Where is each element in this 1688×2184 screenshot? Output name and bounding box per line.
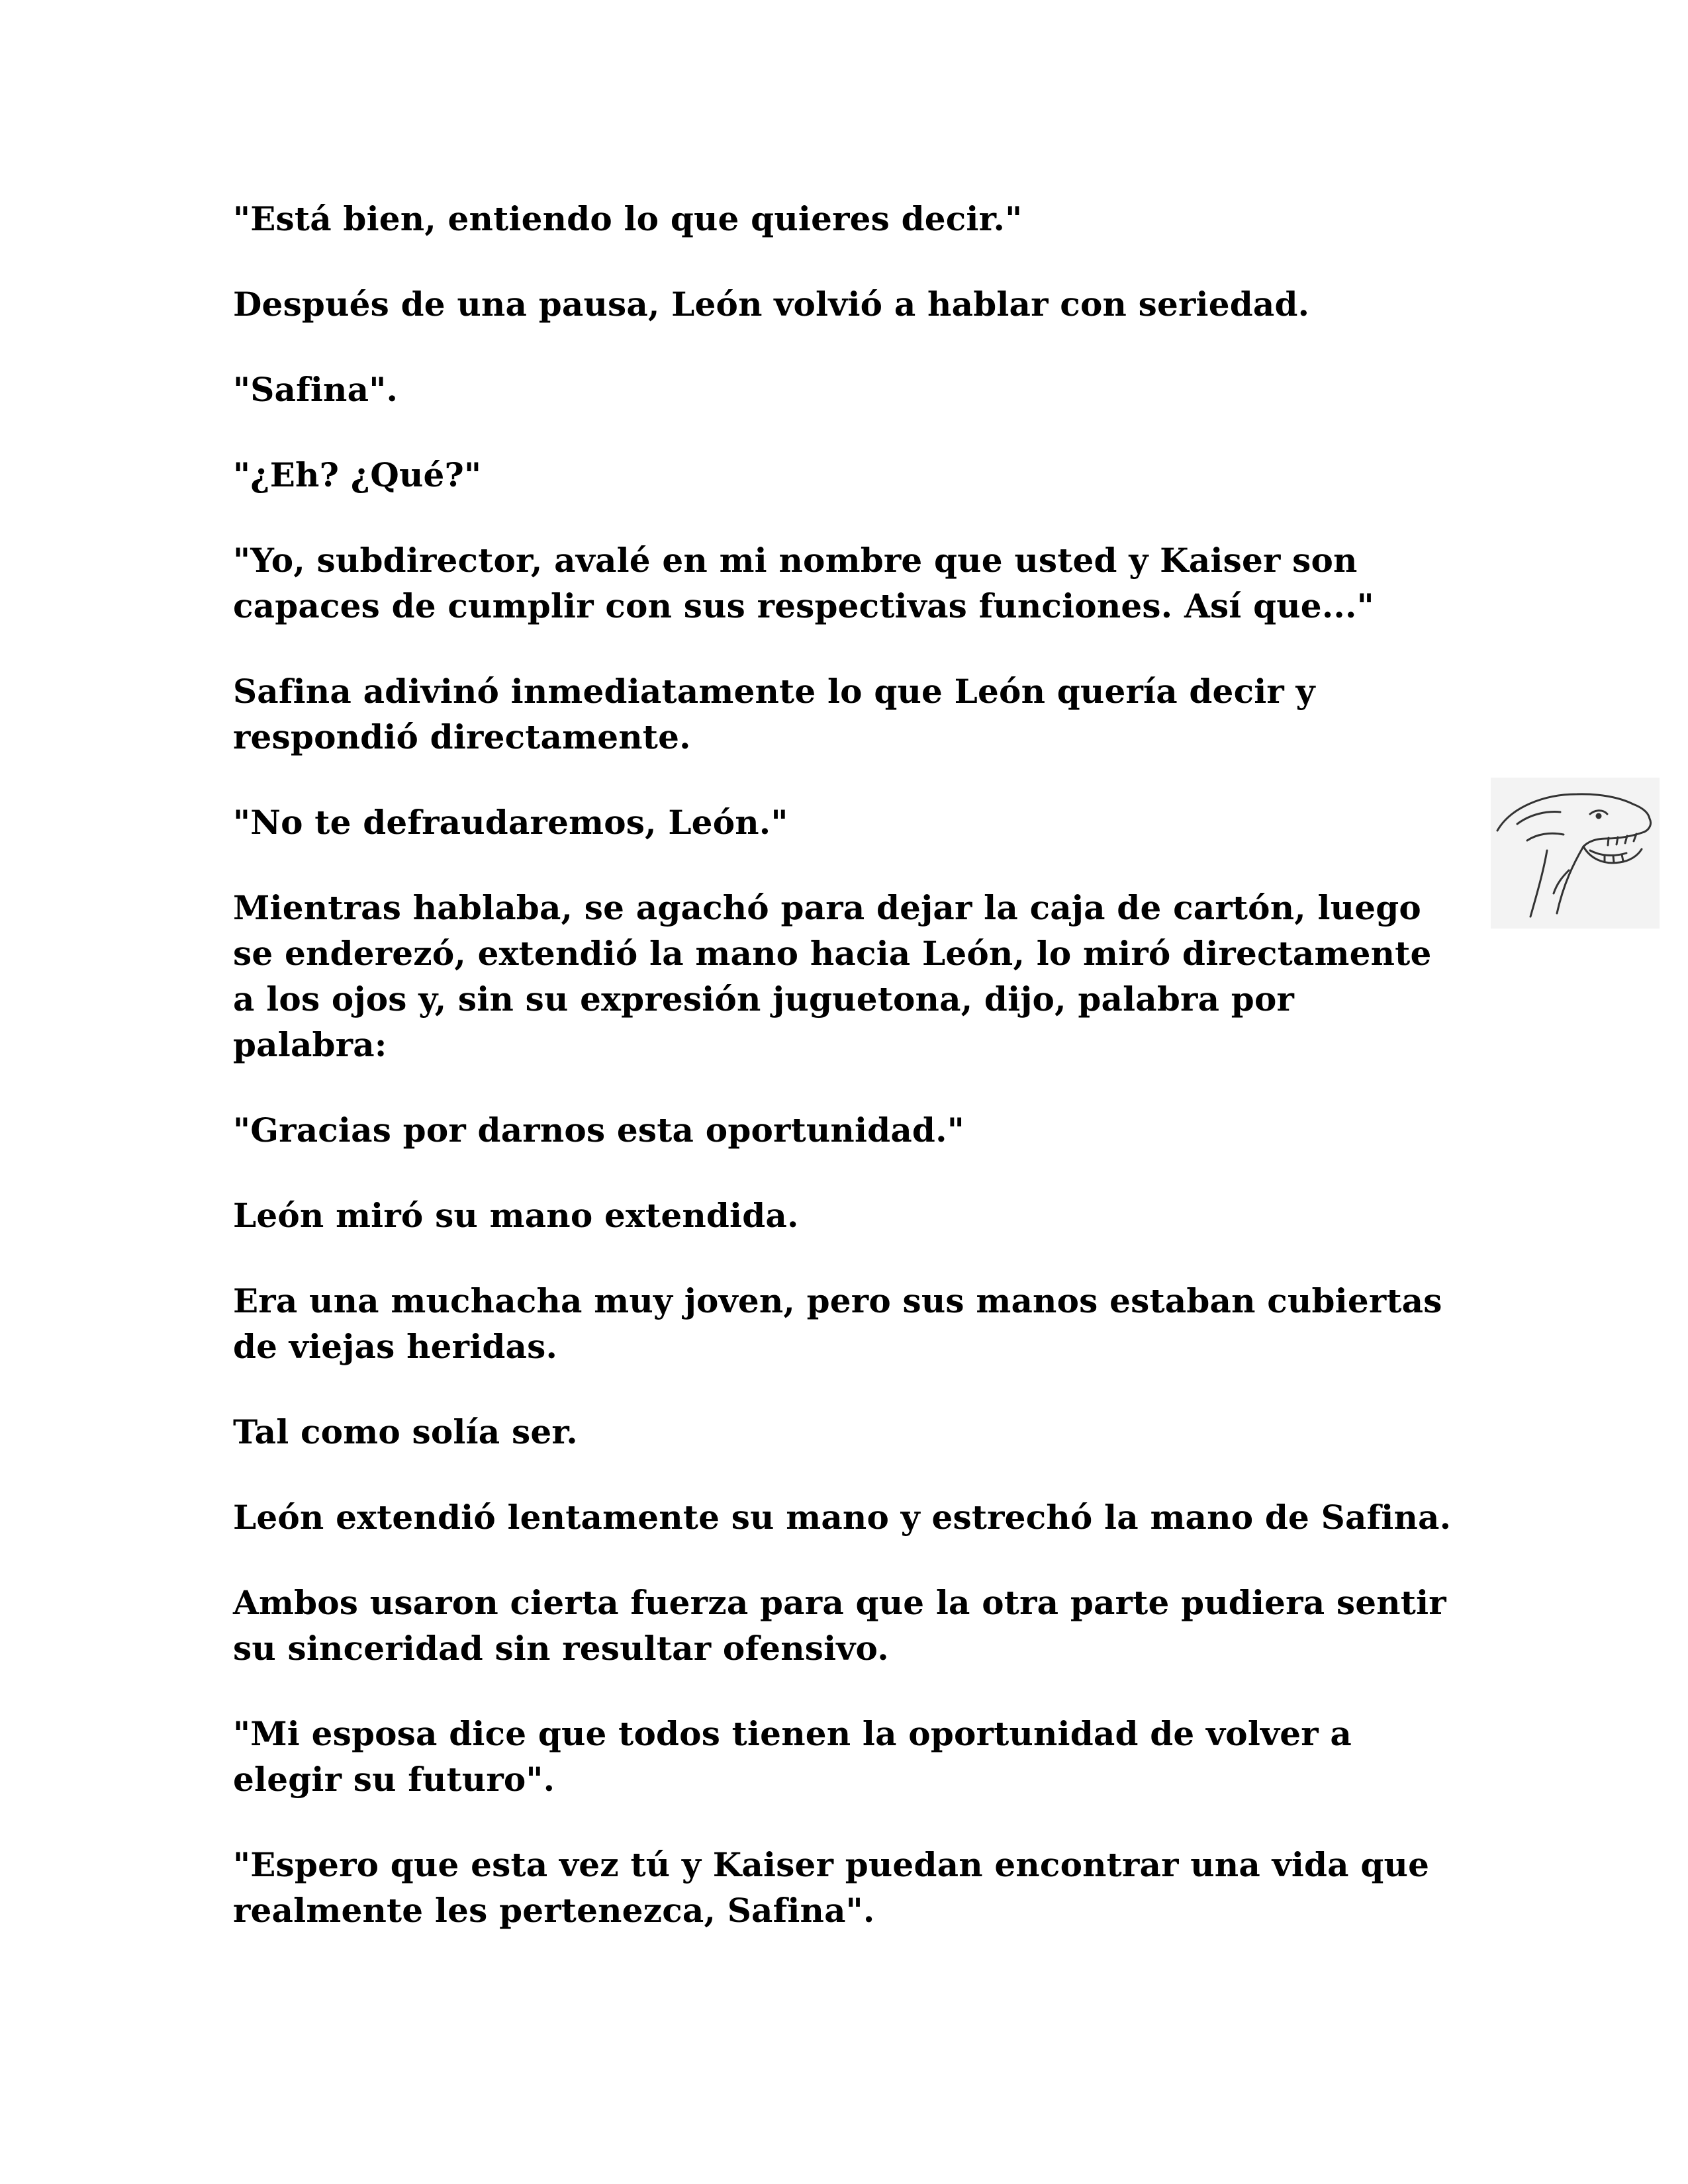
paragraph: Safina adivinó inmediatamente lo que León quería decir y respondió directamente. bbox=[233, 672, 1315, 756]
paragraph: "No te defraudaremos, León." bbox=[233, 803, 788, 842]
paragraph: "Mi esposa dice que todos tienen la oportunidad de volver a elegir su futuro". bbox=[233, 1714, 1352, 1799]
paragraph: Después de una pausa, León volvió a hablar con seriedad. bbox=[233, 285, 1310, 324]
paragraph: "Safina". bbox=[233, 370, 399, 409]
paragraph: Mientras hablaba, se agachó para dejar la caja de cartón, luego se enderezó, extendió la mano hacia León, lo miró directamente a los ojos y, sin su expresión juguetona, dijo, palabra por palabra: bbox=[233, 888, 1432, 1064]
paragraph: León miró su mano extendida. bbox=[233, 1196, 799, 1235]
paragraph: "Espero que esta vez tú y Kaiser puedan encontrar una vida que realmente les pertenezca, Safina". bbox=[233, 1845, 1430, 1930]
paragraph: León extendió lentamente su mano y estrechó la mano de Safina. bbox=[233, 1498, 1452, 1537]
text-column bbox=[233, 196, 1458, 1973]
paragraph: Era una muchacha muy joven, pero sus manos estaban cubiertas de viejas heridas. bbox=[233, 1281, 1442, 1366]
paragraph: "Gracias por darnos esta oportunidad." bbox=[233, 1111, 964, 1150]
paragraph: "Yo, subdirector, avalé en mi nombre que usted y Kaiser son capaces de cumplir con sus respectivas funciones. Así que..." bbox=[233, 541, 1374, 625]
paragraph: "Está bien, entiendo lo que quieres decir." bbox=[233, 199, 1023, 238]
paragraph: Ambos usaron cierta fuerza para que la otra parte pudiera sentir su sinceridad sin resultar ofensivo. bbox=[233, 1583, 1446, 1668]
paragraph: Tal como solía ser. bbox=[233, 1412, 578, 1451]
dinosaur-head-sketch-icon bbox=[1491, 778, 1660, 929]
paragraph: "¿Eh? ¿Qué?" bbox=[233, 455, 482, 494]
